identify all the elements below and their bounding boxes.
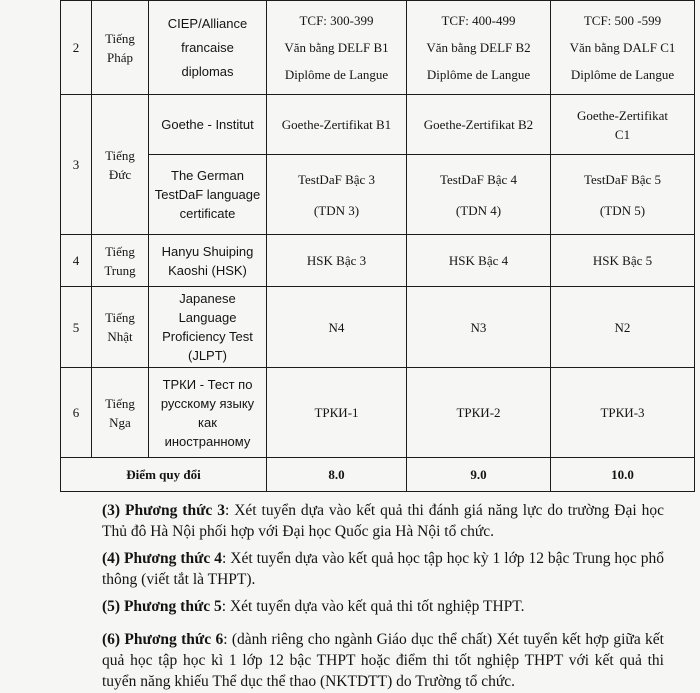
- certificate-name-cell: [149, 155, 267, 235]
- score-value: 8.0: [267, 458, 407, 492]
- certificate-name-line: ТРКИ - Тест по: [162, 376, 253, 392]
- language-cell: [92, 1, 149, 95]
- certificate-name-line: CIEP/Alliance: [167, 15, 248, 31]
- table-row: [61, 287, 695, 368]
- certificate-name-line: Proficiency Test: [162, 329, 253, 344]
- certificate-name-line: diplomas: [181, 63, 234, 79]
- certificate-name-line: Japanese Language: [178, 291, 237, 325]
- method-5-text: : Xét tuyển dựa vào kết quả thi tốt nghiệp THPT.: [221, 598, 525, 615]
- certificate-name-line: русскому языку: [160, 395, 255, 411]
- level-line: TCF: 500 -599: [583, 13, 662, 28]
- level-cell: [267, 1, 407, 95]
- certificate-name-cell: [149, 287, 267, 368]
- score-value: 9.0: [407, 458, 551, 492]
- language-line: Tiếng: [105, 30, 135, 46]
- level-cell: [267, 155, 407, 235]
- score-value: 10.0: [551, 458, 695, 492]
- row-number: 6: [61, 368, 92, 458]
- level-cell: [551, 287, 695, 368]
- level-line: Diplôme de Langue: [284, 67, 389, 82]
- level-line: ТРКИ-1: [314, 405, 359, 420]
- certificate-name-line: francaise: [181, 39, 234, 55]
- certificate-table: [60, 0, 695, 492]
- method-3-text: : Xét tuyển dựa vào kết quả thi đánh giá năng lực do trường Đại học Thủ đô Hà Nội phối hợp với Đại học Quốc gia Hà Nội tổ chức.: [102, 502, 664, 540]
- level-line: N2: [614, 319, 631, 335]
- table-row: [61, 235, 695, 287]
- level-line: HSK Bậc 3: [306, 253, 367, 268]
- level-line: N3: [470, 319, 487, 335]
- level-line: Diplôme de Langue: [426, 67, 531, 82]
- language-cell: [92, 287, 149, 368]
- method-3-label: (3) Phương thức 3: [102, 502, 225, 519]
- level-line: (TDN 4): [455, 202, 502, 218]
- certificate-name-line: иностранному: [164, 433, 251, 449]
- score-label: Điểm quy đổi: [61, 458, 267, 492]
- certificate-name-line: certificate: [179, 206, 236, 221]
- table-row: [61, 368, 695, 458]
- table-row: [61, 95, 695, 155]
- row-number: 2: [61, 1, 92, 95]
- row-number: 4: [61, 235, 92, 287]
- score-row: [61, 458, 695, 492]
- certificate-name-line: Goethe - Institut: [161, 117, 254, 132]
- level-line: (TDN 3): [313, 202, 360, 218]
- level-cell: [407, 1, 551, 95]
- level-cell: [551, 155, 695, 235]
- level-cell: [551, 1, 695, 95]
- certificate-name-cell: [149, 235, 267, 287]
- level-line: HSK Bậc 5: [592, 253, 653, 268]
- level-cell: [407, 155, 551, 235]
- language-line: Nhật: [107, 329, 133, 344]
- method-4-text: : Xét tuyển dựa vào kết quả học tập học kỳ 1 lớp 12 bậc Trung học phổ thông (viết tắt là THPT).: [102, 550, 664, 588]
- method-6-label: (6) Phương thức 6: [102, 631, 224, 648]
- level-line: (TDN 5): [599, 202, 646, 218]
- level-line: ТРКИ-2: [456, 405, 501, 420]
- row-number: 5: [61, 287, 92, 368]
- level-cell: [407, 95, 551, 155]
- method-4-label: (4) Phương thức 4: [102, 550, 222, 567]
- level-line: TestDaF Bậc 4: [439, 171, 518, 187]
- level-line: ТРКИ-3: [600, 405, 645, 420]
- language-line: Đức: [108, 166, 132, 182]
- level-cell: [407, 287, 551, 368]
- row-number: 3: [61, 95, 92, 235]
- level-line: Goethe-Zertifikat: [577, 107, 668, 123]
- level-line: TCF: 400-499: [441, 13, 516, 28]
- certificate-name-line: как: [198, 414, 217, 430]
- level-line: TCF: 300-399: [299, 13, 374, 28]
- language-cell: [92, 368, 149, 458]
- language-cell: [92, 95, 149, 235]
- certificate-name-line: Kaoshi (HSK): [168, 262, 247, 278]
- certificate-name-line: Hanyu Shuiping: [161, 243, 254, 259]
- language-line: Trung: [104, 262, 136, 278]
- certificate-name-line: (JLPT): [188, 348, 227, 363]
- language-line: Pháp: [107, 49, 133, 65]
- level-line: C1: [614, 126, 631, 142]
- level-line: N4: [328, 319, 345, 335]
- language-cell: [92, 235, 149, 287]
- method-4-paragraph: [64, 548, 664, 590]
- method-6-paragraph: [64, 629, 664, 692]
- level-line: Goethe-Zertifikat B1: [281, 117, 392, 132]
- certificate-name-cell: [149, 1, 267, 95]
- level-cell: [267, 287, 407, 368]
- method-6-text: : (dành riêng cho ngành Giáo dục thể chất) Xét tuyển kết hợp giữa kết quả học tập học kì 1 lớp 12 bậc THPT hoặc điểm thi tốt nghiệp THPT với kết quả thi tuyển năng khiếu Thể dục thể thao (NKTDTT) do Trường tổ chức.: [102, 631, 664, 690]
- level-line: Văn bằng DELF B2: [426, 40, 531, 55]
- language-line: Tiếng: [105, 243, 135, 259]
- language-line: Nga: [109, 414, 131, 430]
- level-line: Diplôme de Langue: [570, 67, 675, 82]
- level-line: HSK Bậc 4: [448, 253, 509, 268]
- certificate-name-cell: [149, 95, 267, 155]
- level-cell: [407, 235, 551, 287]
- level-cell: [551, 368, 695, 458]
- method-5-label: (5) Phương thức 5: [102, 598, 222, 615]
- admission-methods: [64, 500, 664, 692]
- table-row: [61, 1, 695, 95]
- language-line: Tiếng: [105, 147, 135, 163]
- level-line: Văn bằng DELF B1: [284, 40, 389, 55]
- method-3-paragraph: [64, 500, 664, 542]
- certificate-name-cell: [149, 368, 267, 458]
- level-line: Goethe-Zertifikat B2: [423, 117, 534, 132]
- language-line: Tiếng: [105, 310, 135, 325]
- level-cell: [551, 235, 695, 287]
- level-cell: [551, 95, 695, 155]
- level-line: TestDaF Bậc 5: [583, 171, 662, 187]
- certificate-name-line: The German: [171, 168, 244, 183]
- method-5-paragraph: [64, 596, 664, 617]
- level-line: Văn bằng DALF C1: [569, 40, 676, 55]
- level-cell: [267, 235, 407, 287]
- level-cell: [407, 368, 551, 458]
- level-cell: [267, 95, 407, 155]
- level-cell: [267, 368, 407, 458]
- language-line: Tiếng: [105, 395, 135, 411]
- level-line: TestDaF Bậc 3: [297, 171, 376, 187]
- certificate-name-line: TestDaF language: [154, 187, 261, 202]
- table-row: [61, 155, 695, 235]
